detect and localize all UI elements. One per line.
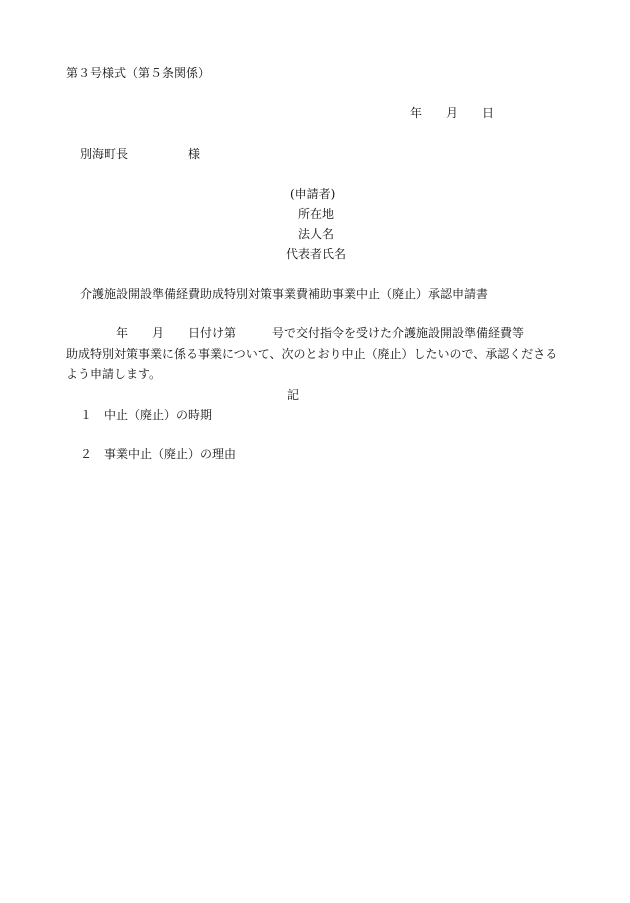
representative-name-label: 代表者氏名 <box>286 247 347 261</box>
list-item: １ 中止（廃止）の時期 <box>80 408 213 422</box>
body-line: 年 月 日付け第 号で交付指令を受けた介護施設開設準備経費等 <box>116 326 525 340</box>
date-line: 年 月 日 <box>410 106 495 120</box>
ki-label: 記 <box>287 388 300 402</box>
body-line: 助成特別対策事業に係る事業について、次のとおり中止（廃止）したいので、承認くださる <box>66 347 558 361</box>
corp-name-label: 法人名 <box>298 227 335 241</box>
applicant-heading: (申請者) <box>290 187 336 201</box>
form-number: 第３号様式（第５条関係） <box>66 66 211 80</box>
address-label: 所在地 <box>298 207 335 221</box>
body-line: よう申請します。 <box>66 367 162 381</box>
document-title: 介護施設開設準備経費助成特別対策事業費補助事業中止（廃止）承認申請書 <box>80 287 489 301</box>
addressee: 別海町長 様 <box>80 147 201 161</box>
list-item: ２ 事業中止（廃止）の理由 <box>80 447 237 461</box>
